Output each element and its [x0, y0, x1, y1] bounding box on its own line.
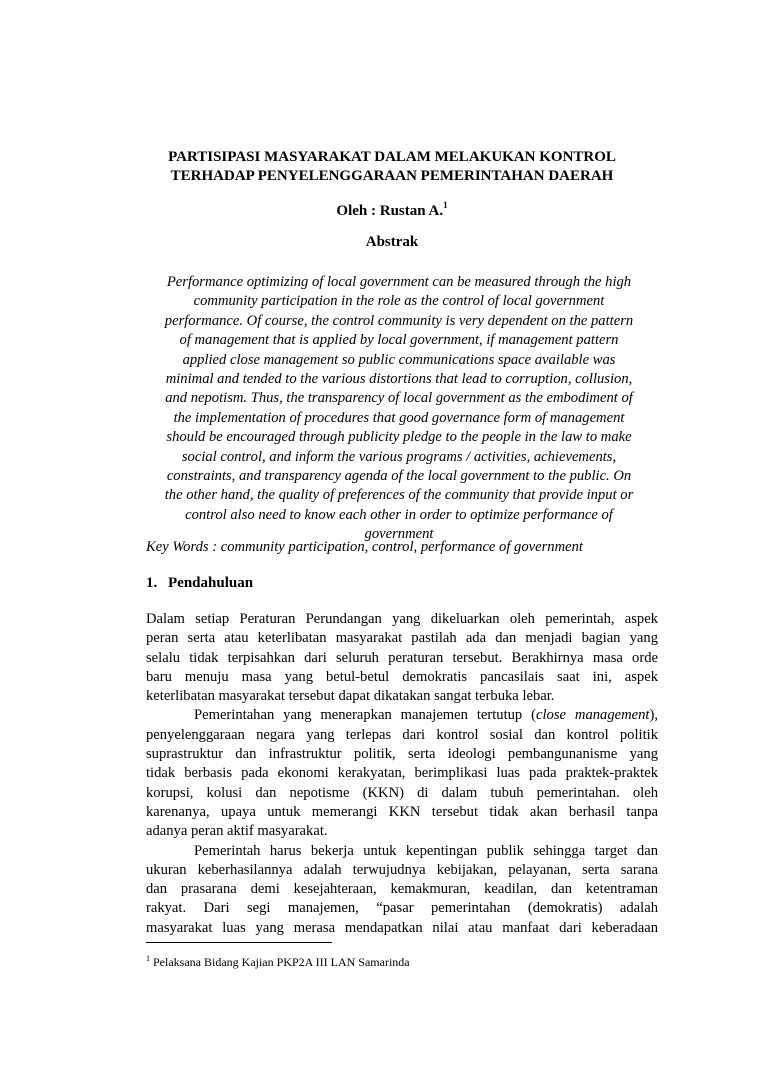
footnote-mark: 1	[146, 954, 150, 963]
body-line: Pemerintah harus bekerja untuk kepentingan publik sehingga target dan	[194, 842, 658, 859]
footnote-separator	[146, 942, 332, 943]
abstract-line: community participation in the role as the control of local government	[193, 293, 605, 310]
section-number: 1.	[146, 575, 158, 591]
abstract-line: social control, and inform the various programs / activities, achievements,	[181, 448, 617, 465]
body-line-5-italic: close management	[536, 707, 650, 724]
body-line: karenanya, upaya untuk memerangi KKN tersebut tidak akan berhasil tanpa	[146, 803, 658, 820]
title-line-1: PARTISIPASI MASYARAKAT DALAM MELAKUKAN KONTROL	[168, 149, 616, 165]
body-line: korupsi, kolusi dan nepotisme (KKN) di dalam tubuh pemerintahan. oleh	[146, 784, 658, 801]
body-line-5-before: Pemerintahan yang menerapkan manajemen tertutup (	[194, 707, 536, 724]
abstract-line: and nepotism. Thus, the transparency of local government as the embodiment of	[165, 390, 633, 407]
abstract-heading: Abstrak	[365, 234, 419, 250]
abstract-line: the implementation of procedures that good governance form of management	[173, 409, 625, 426]
abstract-line: control also need to know each other in order to optimize performance of	[185, 506, 613, 523]
body-line	[146, 706, 658, 725]
abstract-line: government	[364, 526, 434, 543]
body-line: dan prasarana demi kesejahteraan, kemakmuran, keadilan, dan ketentraman	[146, 881, 658, 898]
body-line: tidak berbasis pada ekonomi kerakyatan, berimplikasi luas pada praktek-praktek	[146, 765, 658, 782]
body-line: masyarakat luas yang merasa mendapatkan nilai atau manfaat dari keberadaan	[146, 919, 658, 936]
author-footnote-mark: 1	[443, 200, 448, 210]
abstract-line: of management that is applied by local government, if management pattern	[179, 332, 619, 349]
title-line-2: TERHADAP PENYELENGGARAAN PEMERINTAHAN DAERAH	[170, 168, 614, 184]
body-line: Dalam setiap Peraturan Perundangan yang dikeluarkan oleh pemerintah, aspek	[146, 611, 658, 627]
section-title: Pendahuluan	[168, 575, 254, 591]
abstract-line: Performance optimizing of local government can be measured through the high	[166, 274, 632, 290]
body-line: rakyat. Dari segi manajemen, “pasar pemerintahan (demokratis) adalah	[146, 900, 658, 917]
body-line: ukuran keberhasilannya adalah terwujudnya kebijakan, pelayanan, serta sarana	[146, 861, 658, 878]
author-line	[146, 202, 638, 221]
body-line: keterlibatan masyarakat tersebut dapat dikatakan sangat terbuka lebar.	[146, 688, 555, 705]
body-line: penyelenggaraan negara yang terlepas dari kontrol sosial dan kontrol politik	[146, 726, 658, 743]
section-heading	[146, 574, 253, 593]
abstract-line: performance. Of course, the control community is very dependent on the pattern	[164, 312, 634, 329]
body-line: baru menuju masa yang betul-betul demokratis pancasilais saat ini, aspek	[146, 668, 658, 685]
body-line: selalu tidak terpisahkan dari seluruh peraturan tersebut. Berakhirnya masa orde	[146, 649, 658, 666]
abstract-text	[146, 273, 652, 545]
paper-title	[146, 148, 638, 186]
footnote	[146, 955, 410, 970]
body-line: suprastruktur dan infrastruktur politik, serta ideologi pembangunanisme yang	[146, 746, 658, 763]
body-line-5-after: ),	[649, 707, 658, 724]
body-text	[146, 610, 658, 938]
body-line: adanya peran aktif masyarakat.	[146, 823, 328, 840]
author-label: Oleh : Rustan A.	[336, 203, 444, 219]
abstract-line: applied close management so public communications space available was	[182, 351, 616, 368]
abstract-line: minimal and tended to the various distortions that lead to corruption, collusion,	[165, 371, 633, 388]
abstract-line: should be encouraged through publicity pledge to the people in the law to make	[166, 429, 632, 446]
footnote-text: Pelaksana Bidang Kajian PKP2A III LAN Samarinda	[153, 955, 410, 969]
abstract-line: the other hand, the quality of preferences of the community that provide input or	[164, 487, 634, 504]
keywords: Key Words : community participation, control, performance of government	[146, 539, 583, 555]
abstract-line: constraints, and transparency agenda of the local government to the public. On	[166, 468, 632, 485]
body-line: peran serta atau keterlibatan masyarakat pastilah ada dan menjadi bagian yang	[146, 630, 658, 647]
